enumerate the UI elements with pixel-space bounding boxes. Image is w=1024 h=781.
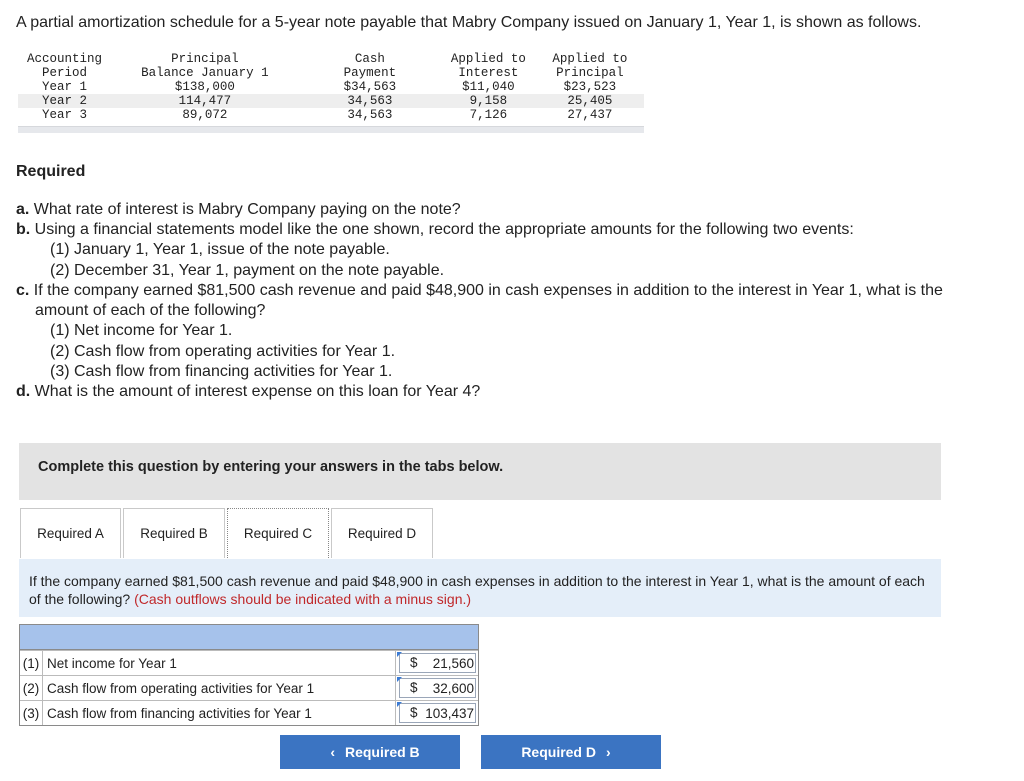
required-heading: Required <box>16 163 86 180</box>
table-row <box>18 94 644 108</box>
schedule-header: Applied to Interest <box>450 52 526 80</box>
schedule-cell: $23,523 <box>563 80 617 94</box>
schedule-cell: 34,563 <box>347 108 393 122</box>
prev-required-b-button[interactable] <box>280 735 460 769</box>
prompt-note: (Cash outflows should be indicated with a minus sign.) <box>134 591 472 607</box>
answer-table-header <box>20 625 478 650</box>
tab-required-a[interactable]: Required A <box>20 508 121 558</box>
schedule-cell: Year 2 <box>41 94 87 108</box>
table-row <box>20 675 478 700</box>
flag-icon <box>397 702 402 707</box>
table-row <box>20 700 478 725</box>
row-label: Cash flow from operating activities for Year 1 <box>43 676 396 700</box>
tab-bar <box>20 508 435 558</box>
table-row <box>18 108 644 122</box>
schedule-header: Applied to Principal <box>552 52 628 80</box>
answer-input-operating-cash-flow[interactable] <box>396 676 478 700</box>
schedule-cell: 9,158 <box>469 94 508 108</box>
schedule-header-row <box>18 52 644 80</box>
schedule-cell: Year 1 <box>41 80 87 94</box>
row-number: (2) <box>20 676 43 700</box>
schedule-bottom-rule <box>18 126 644 133</box>
question-b2: (2) December 31, Year 1, payment on the note payable. <box>50 262 445 279</box>
chevron-left-icon: ‹ <box>330 744 335 760</box>
schedule-cell: 114,477 <box>178 94 232 108</box>
question-c3: (3) Cash flow from financing activities for Year 1. <box>50 363 393 380</box>
answer-value: 21,560 <box>432 655 474 671</box>
question-c: c. If the company earned $81,500 cash revenue and paid $48,900 in cash expenses in addition to the interest in Year 1, what is the <box>16 282 943 299</box>
schedule-cell: 25,405 <box>567 94 613 108</box>
answer-table <box>19 624 479 726</box>
prev-button-label: Required B <box>344 744 420 760</box>
schedule-cell: $34,563 <box>343 80 397 94</box>
schedule-header: Principal Balance January 1 <box>141 52 269 80</box>
schedule-header: Cash Payment <box>343 52 397 80</box>
question-b1: (1) January 1, Year 1, issue of the note payable. <box>50 241 390 258</box>
question-c1: (1) Net income for Year 1. <box>50 322 233 339</box>
answer-input-financing-cash-flow[interactable] <box>396 701 478 725</box>
intro-text: A partial amortization schedule for a 5-year note payable that Mabry Company issued on January 1, Year 1, is shown as follows. <box>16 14 922 31</box>
tab-required-d[interactable]: Required D <box>331 508 433 558</box>
question-b: b. Using a financial statements model like the one shown, record the appropriate amounts for the following two events: <box>16 221 854 238</box>
answer-value: 32,600 <box>432 680 474 696</box>
currency-symbol: $ <box>410 680 418 695</box>
complete-banner <box>19 443 941 500</box>
currency-symbol: $ <box>410 705 418 720</box>
row-number: (3) <box>20 701 43 725</box>
table-row <box>18 80 644 94</box>
next-required-d-button[interactable] <box>481 735 661 769</box>
currency-symbol: $ <box>410 655 418 670</box>
schedule-cell: Year 3 <box>41 108 87 122</box>
row-number: (1) <box>20 651 43 675</box>
schedule-cell: 27,437 <box>567 108 613 122</box>
amortization-schedule <box>18 52 644 133</box>
chevron-right-icon: › <box>606 744 611 760</box>
answer-input-net-income[interactable] <box>396 651 478 675</box>
tab-required-b[interactable]: Required B <box>123 508 225 558</box>
question-prompt <box>19 559 941 617</box>
tab-required-c[interactable]: Required C <box>227 508 329 558</box>
question-c-cont: amount of each of the following? <box>35 302 266 319</box>
flag-icon <box>397 652 402 657</box>
schedule-cell: 89,072 <box>182 108 228 122</box>
schedule-header: Accounting Period <box>26 52 102 80</box>
question-a: a. What rate of interest is Mabry Company paying on the note? <box>16 201 461 218</box>
schedule-cell: $11,040 <box>462 80 515 94</box>
flag-icon <box>397 677 402 682</box>
answer-value: 103,437 <box>425 705 474 721</box>
schedule-cell: 7,126 <box>469 108 508 122</box>
complete-banner-text: Complete this question by entering your answers in the tabs below. <box>38 459 504 475</box>
row-label: Net income for Year 1 <box>43 651 396 675</box>
prompt-text: If the company earned $81,500 cash revenue and paid $48,900 in cash expenses in addition to the interest in Year 1, what is the amount of each of the following? <box>29 573 925 607</box>
next-button-label: Required D <box>521 744 596 760</box>
schedule-cell: 34,563 <box>347 94 393 108</box>
question-c2: (2) Cash flow from operating activities for Year 1. <box>50 343 396 360</box>
table-row <box>20 650 478 675</box>
schedule-cell: $138,000 <box>174 80 235 94</box>
question-d: d. What is the amount of interest expense on this loan for Year 4? <box>16 383 481 400</box>
row-label: Cash flow from financing activities for Year 1 <box>43 701 396 725</box>
